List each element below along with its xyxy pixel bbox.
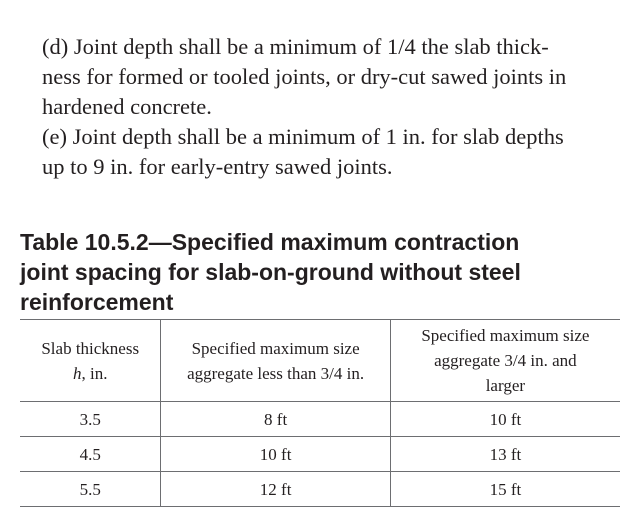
table-row xyxy=(20,402,620,437)
provision-item-e xyxy=(42,122,622,182)
cell-spacing-large-aggregate: 15 ft xyxy=(390,472,620,507)
table-title-line-1: Table 10.5.2—Specified maximum contraction xyxy=(20,229,520,255)
cell-slab-thickness: 5.5 xyxy=(79,479,101,499)
cell-slab-thickness: 4.5 xyxy=(79,444,101,464)
table-title xyxy=(20,227,620,317)
header-aggregate-large-line-2: aggregate 3/4 in. and xyxy=(434,351,577,370)
table-title-line-2: joint spacing for slab-on-ground without steel xyxy=(20,259,521,285)
cell-spacing-small-aggregate: 10 ft xyxy=(161,437,390,472)
cell-spacing-small-aggregate: 8 ft xyxy=(161,402,390,437)
table-title-line-3: reinforcement xyxy=(20,289,174,315)
provision-e-line-1: (e) Joint depth shall be a minimum of 1 in. for slab depths xyxy=(42,124,564,149)
table-header-row xyxy=(20,320,620,402)
header-slab-thickness-line-2: h, in. xyxy=(72,363,108,383)
header-slab-thickness xyxy=(20,320,161,402)
table-row xyxy=(20,472,620,507)
joint-spacing-table xyxy=(20,319,620,507)
provision-item-d xyxy=(42,32,622,122)
provision-d-line-2: ness for formed or tooled joints, or dry-cut sawed joints in xyxy=(42,64,567,89)
provision-d-line-3: hardened concrete. xyxy=(42,94,212,119)
variable-h: h xyxy=(72,363,82,383)
header-aggregate-small xyxy=(161,320,390,402)
provision-e-line-2: up to 9 in. for early-entry sawed joints. xyxy=(42,154,393,179)
header-slab-thickness-line-1: Slab thickness xyxy=(41,338,140,358)
cell-slab-thickness: 3.5 xyxy=(79,409,101,429)
header-aggregate-large-line-1: Specified maximum size xyxy=(421,326,590,345)
cell-spacing-large-aggregate: 10 ft xyxy=(390,402,620,437)
provision-d-line-1: (d) Joint depth shall be a minimum of 1/4 the slab thick- xyxy=(42,34,549,59)
header-aggregate-large xyxy=(390,320,620,402)
cell-spacing-large-aggregate: 13 ft xyxy=(390,437,620,472)
cell-spacing-small-aggregate: 12 ft xyxy=(161,472,390,507)
header-aggregate-small-line-1: Specified maximum size xyxy=(191,338,360,358)
provision-list xyxy=(42,32,622,182)
header-aggregate-large-line-3: larger xyxy=(485,376,526,395)
table-row xyxy=(20,437,620,472)
header-aggregate-small-line-2: aggregate less than 3/4 in. xyxy=(187,363,365,383)
